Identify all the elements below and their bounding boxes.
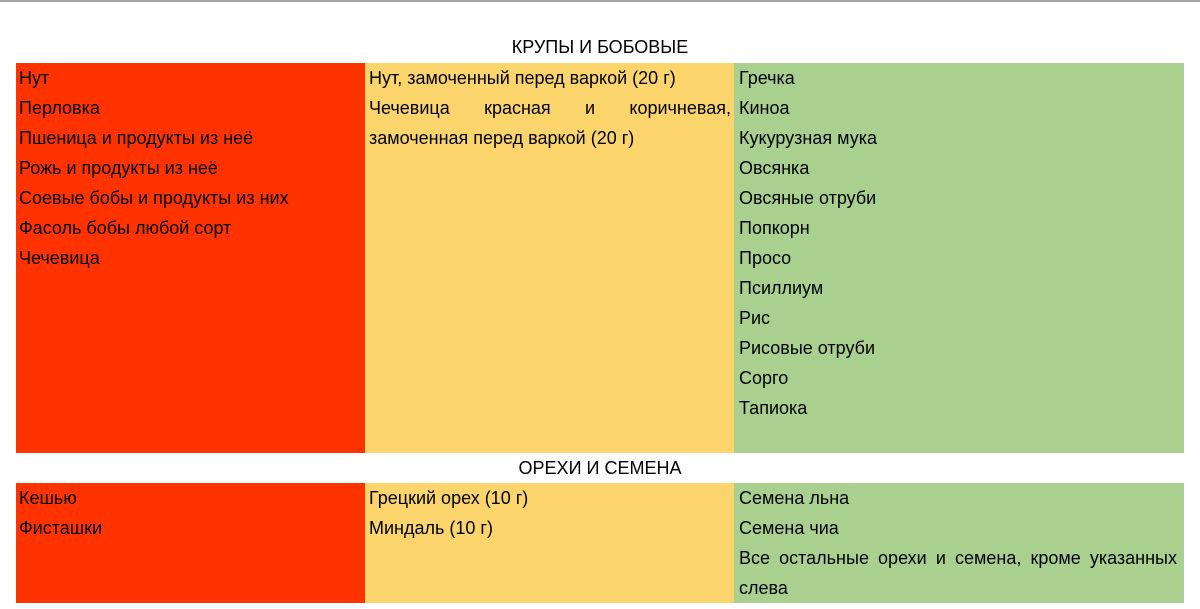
list-item: Семена льна — [739, 488, 850, 508]
list-item: Нут — [19, 68, 50, 88]
list-item: Гречка — [739, 68, 795, 88]
section-title-nuts-seeds: ОРЕХИ И СЕМЕНА — [518, 458, 682, 478]
list-item: Рожь и продукты из неё — [19, 158, 218, 178]
list-item: Просо — [739, 248, 792, 268]
list-item: Рисовые отруби — [739, 338, 876, 358]
list-item: Попкорн — [739, 218, 810, 238]
top-border — [0, 0, 1200, 2]
nuts-limited-column — [365, 483, 734, 603]
grains-limited-column — [365, 63, 734, 453]
list-item: Чечевица — [19, 248, 100, 268]
grains-avoid-column — [16, 63, 365, 453]
list-item: Кешью — [19, 488, 77, 508]
list-item: Рис — [739, 308, 771, 328]
nuts-avoid-column — [16, 483, 365, 603]
list-item: Киноа — [739, 98, 790, 118]
nuts-allowed-column — [734, 483, 1184, 603]
list-item: Фасоль бобы любой сорт — [19, 218, 232, 238]
list-item: Соевые бобы и продукты из них — [19, 188, 289, 208]
list-item: Грецкий орех (10 г) — [369, 488, 529, 508]
list-item: Чечевица красная и коричневая, замоченная перед варкой (20 г) — [369, 98, 731, 148]
list-item: Кукурузная мука — [739, 128, 877, 148]
list-item: Пшеница и продукты из неё — [19, 128, 254, 148]
list-item: Сорго — [739, 368, 789, 388]
list-item: Миндаль (10 г) — [369, 518, 493, 538]
section-title-grains: КРУПЫ И БОБОВЫЕ — [511, 37, 689, 57]
list-item: Нут, замоченный перед варкой (20 г) — [369, 68, 676, 88]
list-item: Все остальные орехи и семена, кроме указанных слева — [739, 548, 1177, 598]
list-item: Тапиока — [739, 398, 808, 418]
list-item: Семена чиа — [739, 518, 839, 538]
list-item: Фисташки — [19, 518, 103, 538]
grains-allowed-column — [734, 63, 1184, 453]
list-item: Овсяные отруби — [739, 188, 877, 208]
list-item: Псиллиум — [739, 278, 824, 298]
list-item: Перловка — [19, 98, 100, 118]
list-item: Овсянка — [739, 158, 810, 178]
